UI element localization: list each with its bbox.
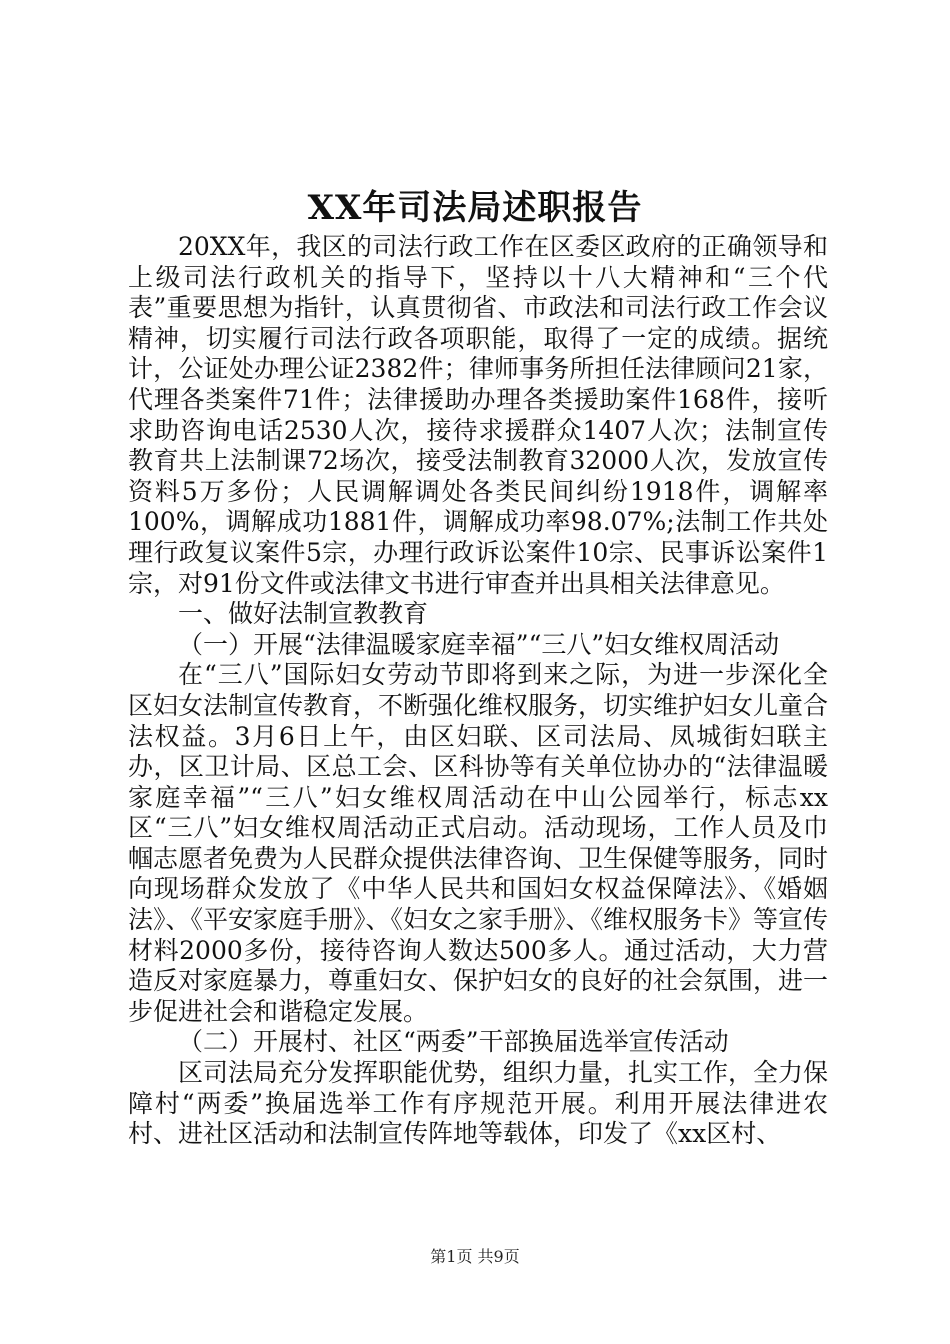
paragraph-intro: 20XX年，我区的司法行政工作在区委区政府的正确领导和上级司法行政机关的指导下，坚持以十八大精神和“三个代表”重要思想为指针，认真贯彻省、市政法和司法行政工作会议精神，切实履行司法行政各项职能，取得了一定的成绩。据统计，公证处办理公证2382件；律师事务所担任法律顾问21家，代理各类案件71件；法律援助办理各类援助案件168件，接听求助咨询电话2530人次，接待求援群众1407人次；法制宣传教育共上法制课72场次，接受法制教育32000人次，发放宣传资料5万多份；人民调解调处各类民间纠纷1918件，调解率100%，调解成功1881件，调解成功率98.07%;法制工作共处理行政复议案件5宗，办理行政诉讼案件10宗、民事诉讼案件1宗，对91份文件或法律文书进行审查并出具相关法律意见。	[128, 232, 828, 598]
paragraph-womens-rights: 在“三八”国际妇女劳动节即将到来之际，为进一步深化全区妇女法制宣传教育，不断强化维权服务，切实维护妇女儿童合法权益。3月6日上午，由区妇联、区司法局、凤城街妇联主办，区卫计局、区总工会、区科协等有关单位协办的“法律温暖家庭幸福”“三八”妇女维权周活动在中山公园举行，标志xx区“三八”妇女维权周活动正式启动。活动现场，工作人员及巾帼志愿者免费为人民群众提供法律咨询、卫生保健等服务，同时向现场群众发放了《中华人民共和国妇女权益保障法》、《婚姻法》、《平安家庭手册》、《妇女之家手册》、《维权服务卡》等宣传材料2000多份，接待咨询人数达500多人。通过活动，大力营造反对家庭暴力，尊重妇女、保护妇女的良好的社会氛围，进一步促进社会和谐稳定发展。	[128, 660, 829, 1026]
document-body	[128, 232, 828, 1150]
page-number-footer: 第1页 共9页	[430, 1247, 520, 1266]
paragraph-election: 区司法局充分发挥职能优势，组织力量，扎实工作，全力保障村“两委”换届选举工作有序规范开展。利用开展法律进农村、进社区活动和法制宣传阵地等载体，印发了《xx区村、	[128, 1058, 829, 1149]
subsection-heading-1: （一）开展“法律温暖家庭幸福”“三八”妇女维权周活动	[178, 629, 780, 659]
subsection-heading-2: （二）开展村、社区“两委”干部换届选举宣传活动	[178, 1027, 729, 1057]
document-title: XX年司法局述职报告	[307, 188, 643, 228]
section-heading-1: 一、做好法制宣教教育	[178, 599, 429, 629]
